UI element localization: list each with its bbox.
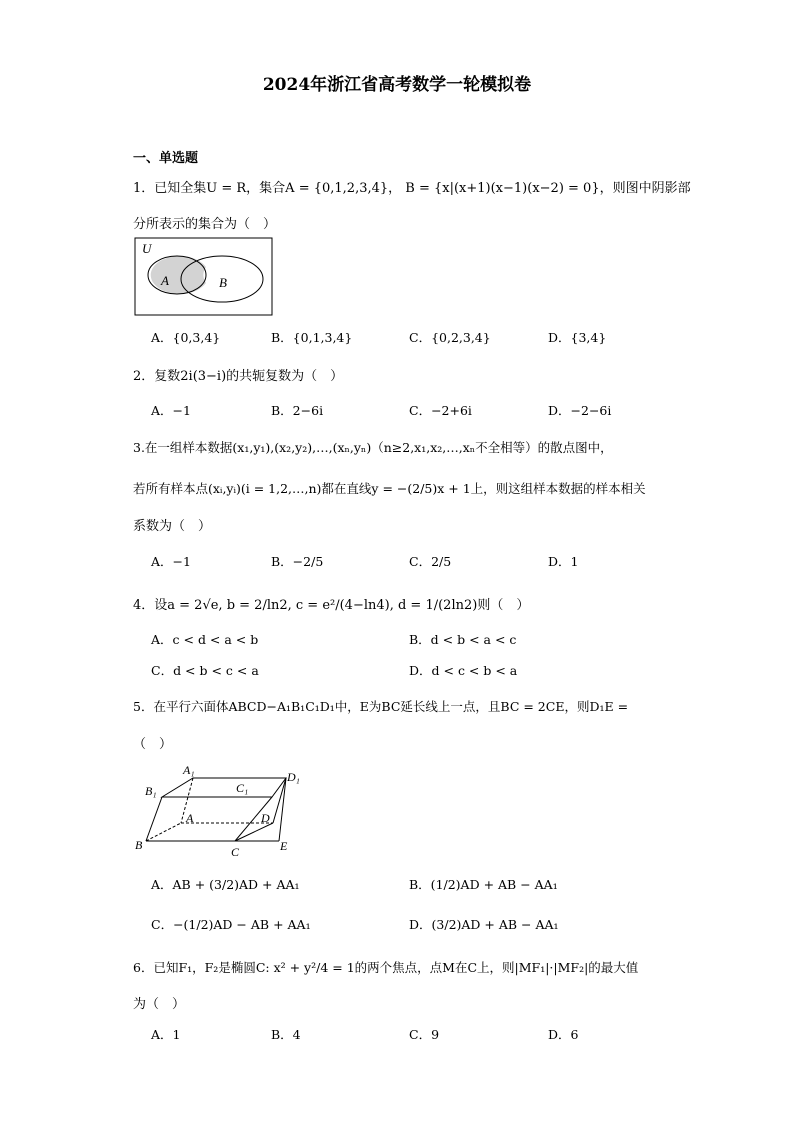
parallelepiped-figure [133,758,303,860]
q6-option-c: C．9 [409,1027,440,1042]
q3-stem-line3: 系数为（ ） [133,519,212,534]
q4-option-b: B．d < b < a < c [409,632,517,647]
q6-option-b: B．4 [271,1027,301,1042]
q3-stem-line2: 若所有样本点(xᵢ,yᵢ)(i = 1,2,…,n)都在直线y = −(2/5)x + 1上，则这组样本数据的样本相关 [133,481,646,496]
q3-option-b: B．−2/5 [271,554,324,569]
q4-option-a: A．c < d < a < b [151,632,259,647]
q3-option-a: A．−1 [151,554,191,569]
q5-stem-line1: 5．在平行六面体ABCD−A₁B₁C₁D₁中，E为BC延长线上一点，且BC = 2CE，则D₁E = [133,699,629,714]
label-b1: B₁ [145,784,157,798]
venn-diagram [133,236,275,318]
label-a: A [186,811,194,825]
q3-option-c: C．2/5 [409,554,452,569]
label-c1: C₁ [236,781,249,795]
q1-stem-line2: 分所表示的集合为（ ） [133,217,277,232]
label-u: U [142,241,152,256]
section-heading: 一、单选题 [133,151,199,166]
top-face [162,778,286,797]
label-b: B [135,838,143,852]
edge-d1e [279,778,286,841]
q5-option-d: D．(3/2)AD + AB − AA₁ [409,917,559,932]
q4-stem: 4．设a = 2√e, b = 2/ln2, c = e²/(4−ln4), d = 1/(2ln2)则（ ） [133,598,530,613]
q2-option-d: D．−2−6i [548,403,612,418]
q1-option-b: B．{0,1,3,4} [271,330,353,345]
q2-stem: 2．复数2i(3−i)的共轭复数为（ ） [133,369,344,384]
q2-option-c: C．−2+6i [409,403,472,418]
q5-option-b: B．(1/2)AD + AB − AA₁ [409,877,558,892]
label-c: C [231,845,240,859]
label-d1: D₁ [287,770,300,784]
q1-option-c: C．{0,2,3,4} [409,330,491,345]
q6-stem-line1: 6．已知F₁，F₂是椭圆C: x² + y²/4 = 1的两个焦点，点M在C上，则|MF₁|·|MF₂|的最大值 [133,960,639,975]
q6-option-d: D．6 [548,1027,579,1042]
q6-option-a: A．1 [151,1027,181,1042]
q5-stem-line2: （ ） [133,737,173,752]
label-d: D [261,811,270,825]
label-a: A [161,273,169,288]
q5-option-a: A．AB + (3/2)AD + AA₁ [151,877,300,892]
label-b: B [219,275,227,290]
page-title: 2024年浙江省高考数学一轮模拟卷 [262,75,532,95]
q4-option-d: D．d < c < b < a [409,663,518,678]
q5-option-c: C．−(1/2)AD − AB + AA₁ [151,917,311,932]
edge-dd1 [273,778,286,823]
q2-option-b: B．2−6i [271,403,324,418]
label-e: E [280,839,288,853]
q3-option-d: D．1 [548,554,579,569]
q4-option-c: C．d < b < c < a [151,663,259,678]
q1-option-d: D．{3,4} [548,330,607,345]
edge-cd [235,823,273,841]
q6-stem-line2: 为（ ） [133,997,186,1012]
q2-option-a: A．−1 [151,403,191,418]
q1-stem-line1: 1．已知全集U = R，集合A = {0,1,2,3,4}， B = {x|(x+1)(x−1)(x−2) = 0}，则图中阴影部 [133,181,691,196]
label-a1: A₁ [183,763,195,777]
q1-option-a: A．{0,3,4} [151,330,221,345]
q3-stem-line1: 3.在一组样本数据(x₁,y₁),(x₂,y₂),…,(xₙ,yₙ)（n≥2,x₁,x₂,…,xₙ不全相等）的散点图中， [133,440,613,455]
